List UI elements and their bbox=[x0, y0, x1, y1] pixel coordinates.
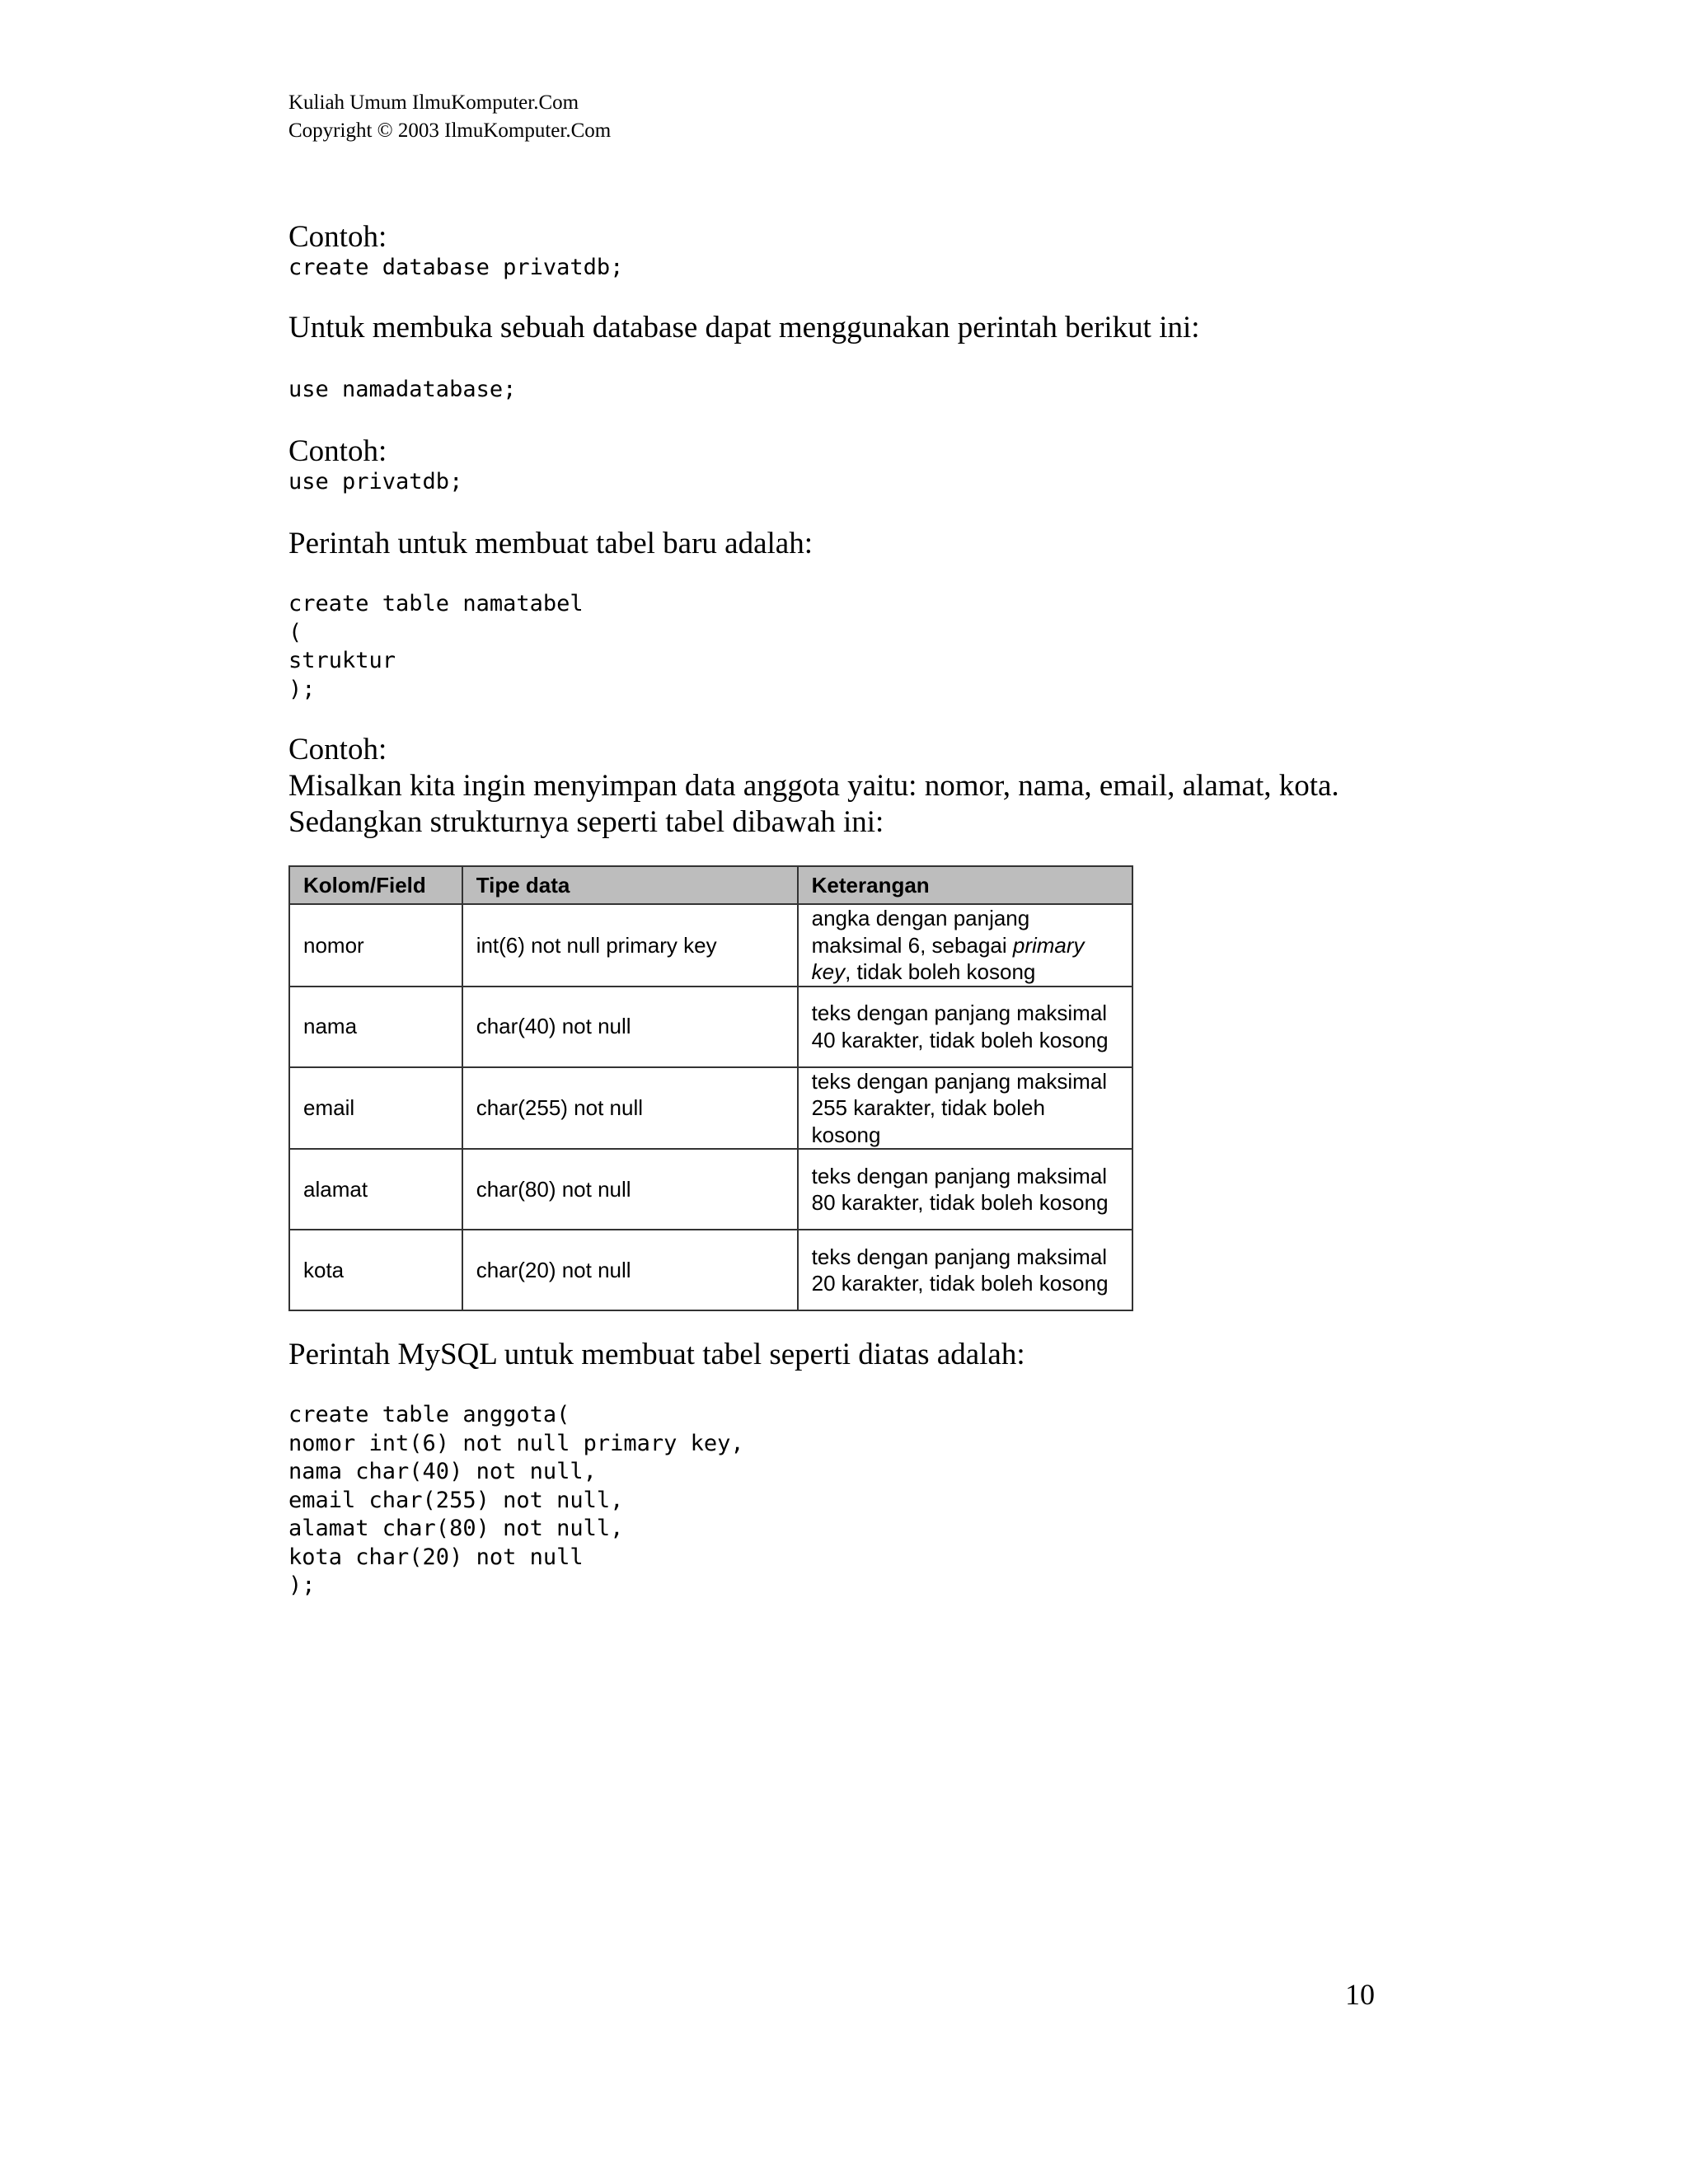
table-cell-type: char(255) not null bbox=[462, 1067, 798, 1150]
table-cell-field: nomor bbox=[289, 904, 462, 987]
table-cell-description: teks dengan panjang maksimal 40 karakter, tidak boleh kosong bbox=[798, 987, 1132, 1067]
example-description-line-1: Misalkan kita ingin menyimpan data anggota yaitu: nomor, nama, email, alamat, kota. bbox=[288, 769, 1339, 803]
column-header-field: Kolom/Field bbox=[289, 866, 462, 904]
header-line-2: Copyright © 2003 IlmuKomputer.Com bbox=[288, 120, 612, 142]
example-description-line-2: Sedangkan strukturnya seperti tabel dibawah ini: bbox=[288, 805, 884, 839]
example-code-use-database: use privatdb; bbox=[288, 469, 463, 494]
description-text: angka dengan panjang maksimal 6, sebagai bbox=[811, 906, 1030, 958]
mysql-create-table-code: create table anggota( nomor int(6) not null primary key, nama char(40) not null, email char(255) not null, alamat char(80) not null, kota char(20) not null ); bbox=[288, 1402, 744, 1598]
table-cell-description: teks dengan panjang maksimal 20 karakter, tidak boleh kosong bbox=[798, 1230, 1132, 1310]
page-number: 10 bbox=[1345, 1978, 1375, 2011]
table-row bbox=[289, 1230, 1132, 1310]
table-cell-field: kota bbox=[289, 1230, 462, 1310]
table-cell-description: teks dengan panjang maksimal 255 karakter, tidak boleh kosong bbox=[798, 1067, 1132, 1150]
table-cell-type: char(80) not null bbox=[462, 1149, 798, 1230]
description-emphasis: primary key bbox=[811, 932, 1085, 984]
column-header-type: Tipe data bbox=[462, 866, 798, 904]
table-row bbox=[289, 904, 1132, 987]
table-cell-field: nama bbox=[289, 987, 462, 1067]
mysql-command-text: Perintah MySQL untuk membuat tabel seperti diatas adalah: bbox=[288, 1338, 1025, 1371]
structure-table bbox=[288, 865, 1133, 1311]
page-header bbox=[288, 89, 611, 145]
use-database-syntax: use namadatabase; bbox=[288, 377, 517, 402]
header-line-1: Kuliah Umum IlmuKomputer.Com bbox=[288, 91, 579, 114]
table-cell-type: char(40) not null bbox=[462, 987, 798, 1067]
table-cell-type: int(6) not null primary key bbox=[462, 904, 798, 987]
description-text: , tidak boleh kosong bbox=[845, 959, 1036, 984]
table-row bbox=[289, 1149, 1132, 1230]
table-cell-type: char(20) not null bbox=[462, 1230, 798, 1310]
example-label-3: Contoh: bbox=[288, 733, 387, 766]
table-row bbox=[289, 987, 1132, 1067]
create-table-text: Perintah untuk membuat tabel baru adalah: bbox=[288, 527, 813, 560]
example-label-1: Contoh: bbox=[288, 220, 387, 254]
example-label-2: Contoh: bbox=[288, 434, 387, 468]
table-cell-field: email bbox=[289, 1067, 462, 1150]
open-database-text: Untuk membuka sebuah database dapat menggunakan perintah berikut ini: bbox=[288, 311, 1200, 344]
table-header-row bbox=[289, 866, 1132, 904]
table-cell-description bbox=[798, 904, 1132, 987]
example-code-create-database: create database privatdb; bbox=[288, 255, 624, 280]
table-cell-description: teks dengan panjang maksimal 80 karakter, tidak boleh kosong bbox=[798, 1149, 1132, 1230]
create-table-syntax: create table namatabel ( struktur ); bbox=[288, 591, 584, 702]
table-cell-field: alamat bbox=[289, 1149, 462, 1230]
table-row bbox=[289, 1067, 1132, 1150]
column-header-description: Keterangan bbox=[798, 866, 1132, 904]
